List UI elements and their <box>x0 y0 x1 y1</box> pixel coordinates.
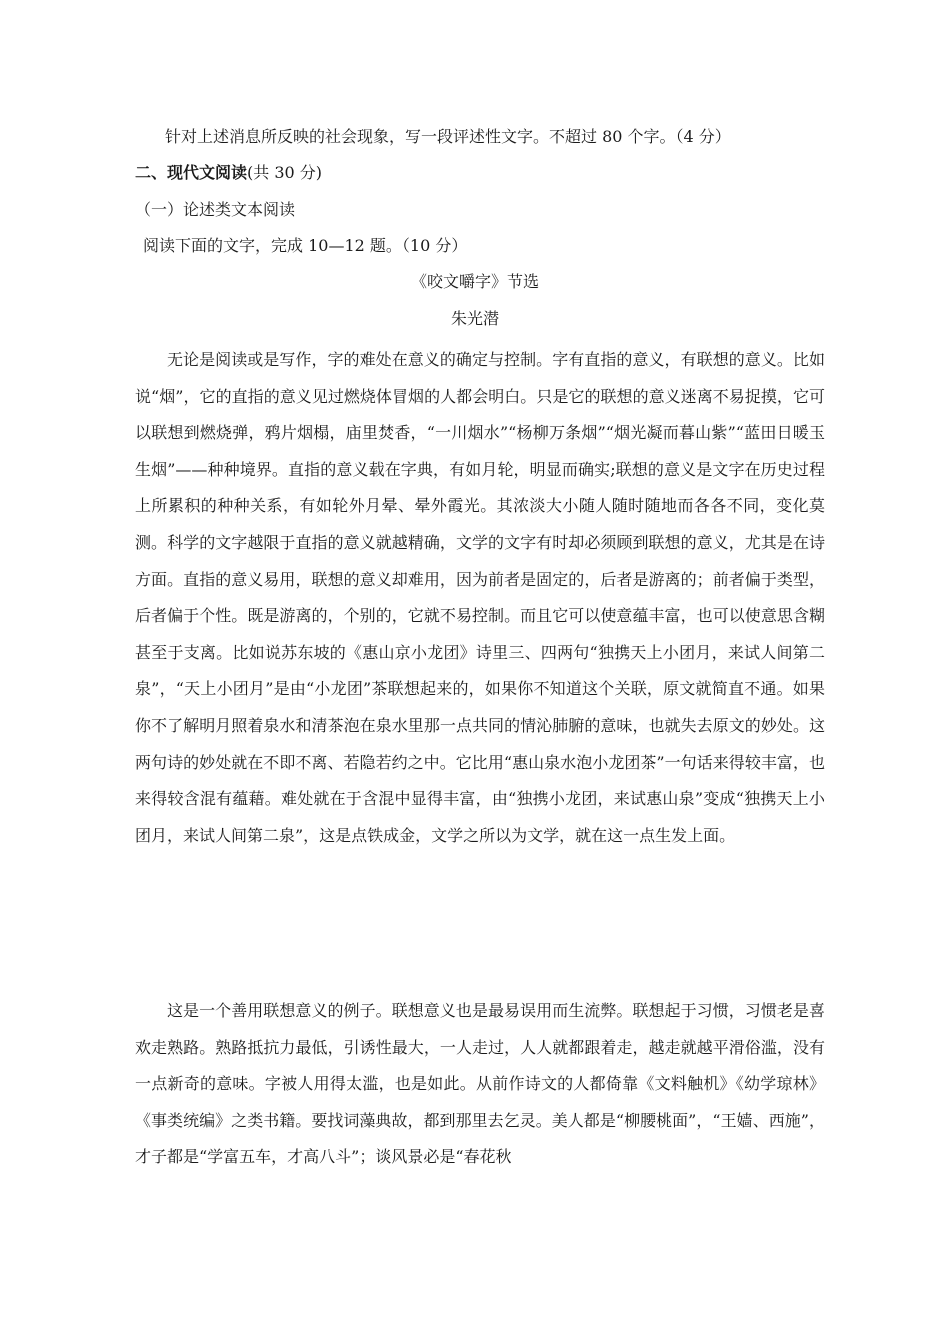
article-title: 《咬文嚼字》节选 <box>410 272 539 291</box>
top-instruction: 针对上述消息所反映的社会现象，写一段评述性文字。不超过 80 个字。（4 分） <box>165 127 731 146</box>
section-heading <box>135 162 322 184</box>
article-author: 朱光潜 <box>450 309 499 328</box>
task-instruction: 阅读下面的文字，完成 10—12 题。（10 分） <box>143 236 468 255</box>
article-paragraph-1: 无论是阅读或是写作，字的难处在意义的确定与控制。字有直指的意义，有联想的意义。比如说“烟”，它的直指的意义见过燃烧体冒烟的人都会明白。只是它的联想的意义迷离不易捉摸，它可以联想到燃烧弹，鸦片烟榻，庙里焚香，“一川烟水”“杨柳万条烟”“烟光凝而暮山紫”“蓝田日暖玉生烟”——种种境界。直指的意义载在字典，有如月轮，明显而确实;联想的意义是文字在历史过程上所累积的种种关系，有如轮外月晕、晕外霞光。其浓淡大小随人随时随地而各各不同，变化莫测。科学的文字越限于直指的意义就越精确，文学的文字有时却必须顾到联想的意义，尤其是在诗方面。直指的意义易用，联想的意义却难用，因为前者是固定的，后者是游离的；前者偏于类型，后者偏于个性。既是游离的，个别的，它就不易控制。而且它可以使意蕴丰富，也可以使意思含糊甚至于支离。比如说苏东坡的《惠山京小龙团》诗里三、四两句“独携天上小团月，来试人间第二泉”，“天上小团月”是由“小龙团”茶联想起来的，如果你不知道这个关联，原文就简直不通。如果你不了解明月照着泉水和清茶泡在泉水里那一点共同的情沁肺腑的意味，也就失去原文的妙处。这两句诗的妙处就在不即不离、若隐若约之中。它比用“惠山泉水泡小龙团茶”一句话来得较丰富，也来得较含混有蕴藉。难处就在于含混中显得丰富，由“独携小龙团，来试惠山泉”变成“独携天上小团月，来试人间第二泉”，这是点铁成金，文学之所以为文学，就在这一点生发上面。 <box>135 350 825 845</box>
section-heading-bold: 二、现代文阅读 <box>135 163 248 182</box>
article-paragraph-2: 这是一个善用联想意义的例子。联想意义也是最易误用而生流弊。联想起于习惯，习惯老是喜欢走熟路。熟路抵抗力最低，引诱性最大，一人走过，人人就都跟着走，越走就越平滑俗滥，没有一点新奇的意味。字被人用得太滥，也是如此。从前作诗文的人都倚靠《文料触机》《幼学琼林》《事类统编》之类书籍。要找词藻典故，都到那里去乞灵。美人都是“柳腰桃面”，“王嫱、西施”，才子都是“学富五车，才高八斗”；谈风景必是“春花秋 <box>135 1001 825 1167</box>
sub-heading: （一）论述类文本阅读 <box>135 200 296 219</box>
section-heading-score: (共 30 分) <box>247 163 323 182</box>
